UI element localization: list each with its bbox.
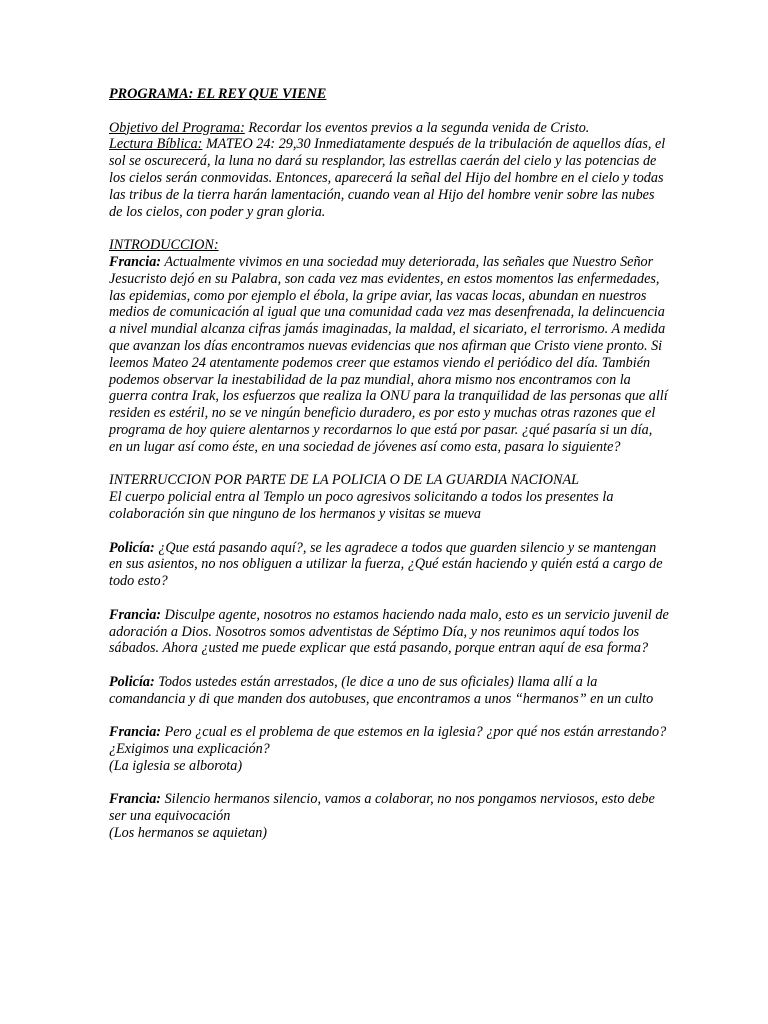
dialogue-line xyxy=(109,724,669,774)
dialogue-speaker: Policía: xyxy=(109,539,155,556)
dialogue-text: Silencio hermanos silencio, vamos a colaborar, no nos pongamos nerviosos, esto debe ser una equivocación xyxy=(109,791,655,825)
stage-direction: (La iglesia se alborota) xyxy=(109,757,243,774)
interruption-heading: INTERRUCCION POR PARTE DE LA POLICIA O DE LA GUARDIA NACIONAL xyxy=(109,472,580,489)
dialogue-text: Pero ¿cual es el problema de que estemos en la iglesia? ¿por qué nos están arrestando? ¿Exigimos una explicación? xyxy=(109,724,667,758)
intro-speaker: Francia: xyxy=(109,253,162,270)
dialogue-speaker: Francia: xyxy=(109,606,162,623)
dialogue-line xyxy=(109,540,669,590)
dialogue-line xyxy=(109,607,669,657)
dialogue-speaker: Policía: xyxy=(109,673,155,690)
dialogue-text: ¿Que está pasando aquí?, se les agradece a todos que guarden silencio y se mantengan en sus asientos, no nos obliguen a utilizar la fuerza, ¿Qué están haciendo y quién está a cargo de todo esto? xyxy=(109,539,663,590)
intro-heading: INTRODUCCION: xyxy=(109,237,219,254)
intro-paragraph xyxy=(109,237,669,455)
dialogue-speaker: Francia: xyxy=(109,791,162,808)
reading-text: MATEO 24: 29,30 Inmediatamente después de la tribulación de aquellos días, el sol se oscurecerá, la luna no dará su resplandor, las estrellas caerán del cielo y las potencias de los cielos serán conmovidas. Entonces, aparecerá la señal del Hijo del hombre en el cielo y todas las tribus de la tierra harán lamentación, cuando vean al Hijo del hombre venir sobre las nubes de los cielos, con poder y gran gloria. xyxy=(109,136,666,220)
dialogue-text: Disculpe agente, nosotros no estamos haciendo nada malo, esto es un servicio juvenil de adoración a Dios. Nosotros somos adventistas de Séptimo Día, y nos reunimos aquí todos los sábados. Ahora ¿usted me puede explicar que está pasando, porque entran aquí de esa forma? xyxy=(109,606,669,657)
dialogue-speaker: Francia: xyxy=(109,724,162,741)
objective-reading-paragraph xyxy=(109,120,669,221)
reading-label: Lectura Bíblica: xyxy=(109,136,203,153)
dialogue-line xyxy=(109,791,669,841)
document-page xyxy=(109,86,669,859)
intro-text: Actualmente vivimos en una sociedad muy deteriorada, las señales que Nuestro Señor Jesucristo dejó en su Palabra, son cada vez mas evidentes, en estos momentos las enfermedades, las epidemias, como por ejemplo el ébola, la gripe aviar, las vacas locas, abundan en nuestros medios de comunicación al igual que una comunidad cada vez mas desenfrenada, la delincuencia a nivel mundial alcanza cifras jamás imaginadas, la maldad, el sicariato, el terrorismo. A medida que avanzan los días encontramos nuevas evidencias que nos afirman que Cristo viene pronto. Si leemos Mateo 24 atentamente podemos creer que estamos viendo el periódico del día. También podemos observar la inestabilidad de la paz mundial, ahora mismo nos encontramos con la guerra contra Irak, los esfuerzos que realiza la ONU para la tranquilidad de las personas que allí residen es estéril, no se ve ningún beneficio duradero, es por esto y muchas otras razones que el programa de hoy quiere alentarnos y recordarnos lo que está por pasar. ¿qué pasaría si un día, en un lugar así como éste, en una sociedad de jóvenes así como esta, pasara lo siguiente? xyxy=(109,253,668,455)
interruption-text: El cuerpo policial entra al Templo un poco agresivos solicitando a todos los presentes la colaboración sin que ninguno de los hermanos y visitas se mueva xyxy=(109,489,614,522)
objective-text: Recordar los eventos previos a la segunda venida de Cristo. xyxy=(244,119,590,136)
objective-label: Objetivo del Programa: xyxy=(109,119,245,136)
interruption-paragraph xyxy=(109,472,669,522)
dialogue-line xyxy=(109,674,669,708)
dialogue-text: Todos ustedes están arrestados, (le dice a uno de sus oficiales) llama allí a la comandancia y di que manden dos autobuses, que encontramos a unos “hermanos” en un culto xyxy=(109,673,654,707)
stage-direction: (Los hermanos se aquietan) xyxy=(109,825,268,842)
document-title: PROGRAMA: EL REY QUE VIENE xyxy=(109,86,327,102)
